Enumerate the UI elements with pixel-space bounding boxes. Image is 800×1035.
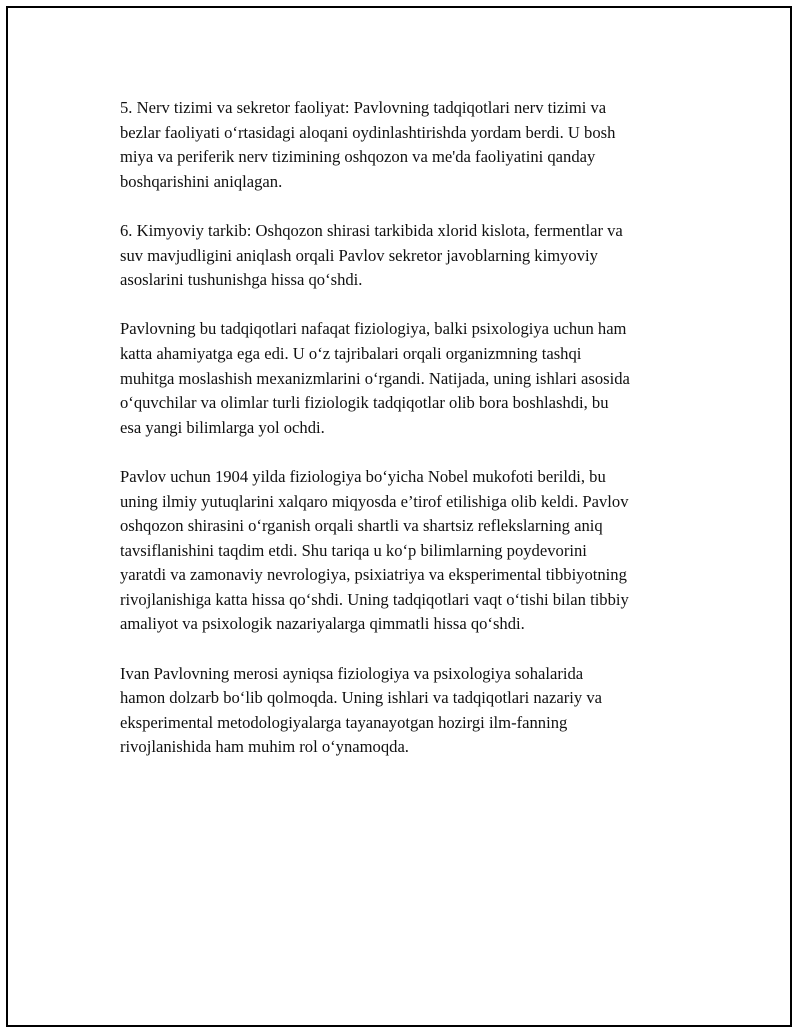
paragraph-nerv-tizimi: 5. Nerv tizimi va sekretor faoliyat: Pavlovning tadqiqotlari nerv tizimi va bezlar faoliyati o‘rtasidagi aloqani oydinlashtirishda yordam berdi. U bosh miya va periferik nerv tizimining oshqozon va me'da faoliyatini qanday boshqarishini aniqlagan.: [120, 98, 616, 191]
paragraph-ahamiyat: Pavlovning bu tadqiqotlari nafaqat fiziologiya, balki psixologiya uchun ham katta ahamiyatga ega edi. U o‘z tajribalari orqali organizmning tashqi muhitga moslashish mexanizmlarini o‘rgandi. Natijada, uning ishlari asosida o‘quvchilar va olimlar turli fiziologik tadqiqotlar olib bora boshlashdi, bu esa yangi bilimlarga yol ochdi.: [120, 319, 630, 437]
document-page: [6, 6, 792, 1027]
document-body: [120, 96, 696, 785]
paragraph-kimyoviy-tarkib: 6. Kimyoviy tarkib: Oshqozon shirasi tarkibida xlorid kislota, fermentlar va suv mavjudligini aniqlash orqali Pavlov sekretor javoblarning kimyoviy asoslarini tushunishga hissa qo‘shdi.: [120, 220, 623, 290]
paragraph-meros: Ivan Pavlovning merosi ayniqsa fiziologiya va psixologiya sohalarida hamon dolzarb bo‘lib qolmoqda. Uning ishlari va tadqiqotlari nazariy va eksperimental metodologiyalarga tayanayotgan hozirgi ilm-fanning rivojlanishida ham muhim rol o‘ynamoqda.: [120, 663, 603, 757]
paragraph-nobel-mukofoti: Pavlov uchun 1904 yilda fiziologiya bo‘yicha Nobel mukofoti berildi, bu uning ilmiy yutuqlarini xalqaro miqyosda e’tirof etilishiga olib keldi. Pavlov oshqozon shirasini o‘rganish orqali shartli va shartsiz reflekslarning aniq tavsiflanishini taqdim etdi. Shu tariqa u ko‘p bilimlarning poydevorini yaratdi va zamonaviy nevrologiya, psixiatriya va eksperimental tibbiyotning rivojlanishiga katta hissa qo‘shdi. Uning tadqiqotlari vaqt o‘tishi bilan tibbiy amaliyot va psixologik nazariyalarga qimmatli hissa qo‘shdi.: [120, 466, 629, 634]
